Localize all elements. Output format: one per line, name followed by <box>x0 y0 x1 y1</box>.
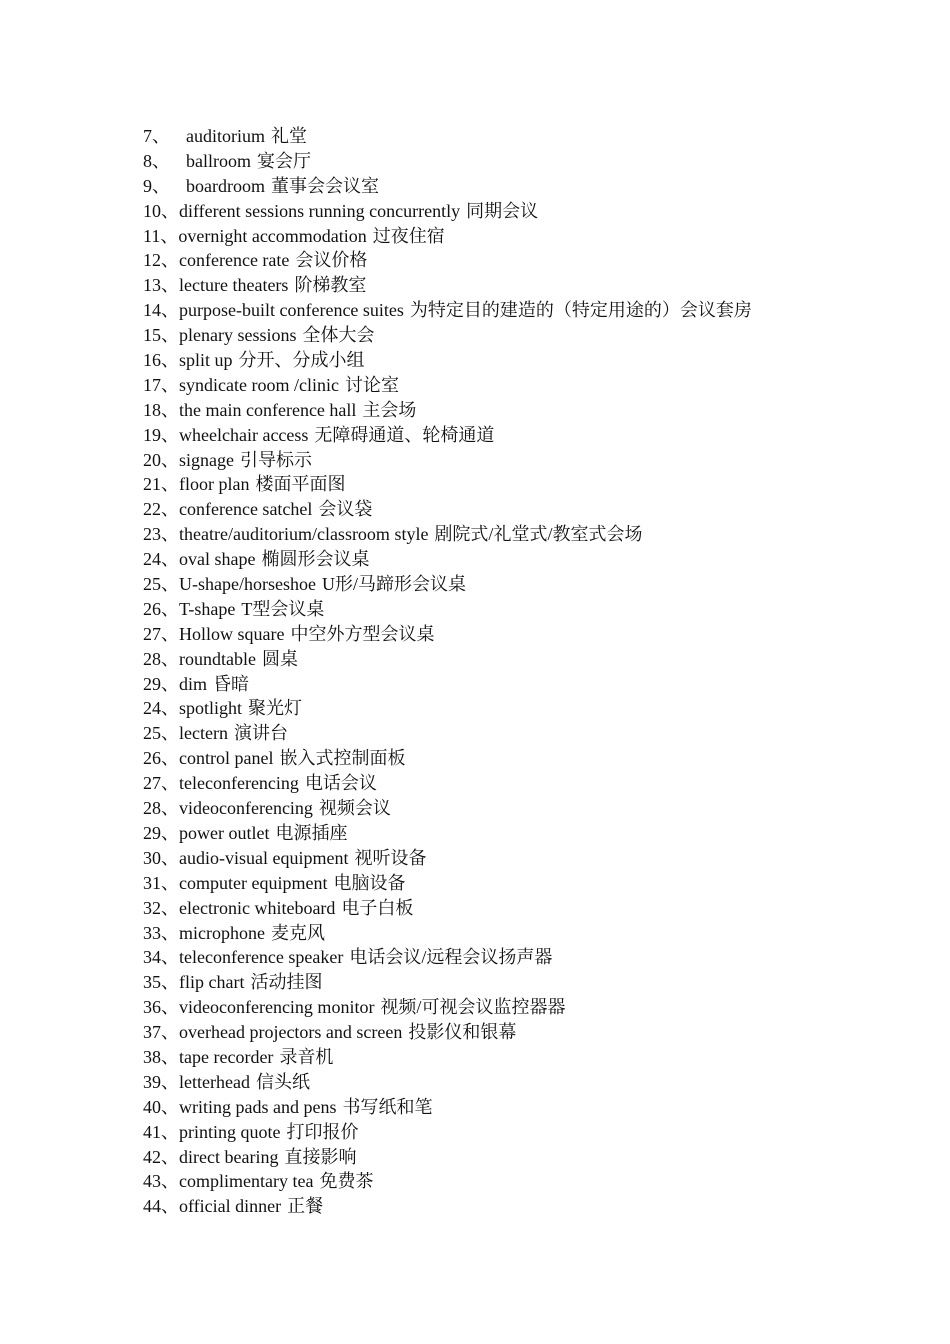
english-term: electronic whiteboard <box>179 897 336 918</box>
chinese-translation: 椭圆形会议桌 <box>261 549 370 570</box>
chinese-translation: T型会议桌 <box>241 598 325 619</box>
chinese-translation: 电话会议/远程会议扬声器 <box>349 947 553 968</box>
chinese-translation: 电话会议 <box>304 773 377 794</box>
list-item <box>143 348 752 373</box>
entry-number: 9 <box>143 175 152 196</box>
entry-number: 7 <box>143 126 152 146</box>
english-term: direct bearing <box>179 1146 279 1167</box>
entry-number: 28 <box>143 798 161 819</box>
entry-number: 23 <box>143 524 161 545</box>
entry-number: 11 <box>143 225 161 246</box>
entry-separator: 、 <box>161 623 179 644</box>
entry-separator: 、 <box>152 150 170 171</box>
list-item <box>143 174 752 199</box>
list-item <box>143 921 752 946</box>
list-item <box>143 647 752 672</box>
entry-number: 35 <box>143 972 161 993</box>
english-term: T-shape <box>179 598 236 619</box>
english-term: flip chart <box>179 972 245 993</box>
english-term: U-shape/horseshoe <box>179 574 316 595</box>
chinese-translation: 分开、分成小组 <box>238 350 365 371</box>
chinese-translation: 电子白板 <box>341 897 414 918</box>
list-item <box>143 622 752 647</box>
english-term: complimentary tea <box>179 1171 314 1192</box>
entry-separator: 、 <box>161 723 179 744</box>
chinese-translation: 中空外方型会议桌 <box>290 623 435 644</box>
english-term: auditorium <box>186 126 265 146</box>
entry-separator: 、 <box>161 872 179 893</box>
entry-separator: 、 <box>161 549 179 570</box>
english-term: teleconference speaker <box>179 947 344 968</box>
entry-number: 41 <box>143 1121 161 1142</box>
list-item <box>143 1120 752 1145</box>
list-item <box>143 448 752 473</box>
list-item <box>143 423 752 448</box>
list-item <box>143 149 752 174</box>
entry-separator: 、 <box>161 1022 179 1043</box>
english-term: letterhead <box>179 1071 250 1092</box>
list-item <box>143 1045 752 1070</box>
chinese-translation: 直接影响 <box>284 1146 357 1167</box>
english-term: split up <box>179 350 233 371</box>
entry-separator: 、 <box>161 1146 179 1167</box>
list-item <box>143 871 752 896</box>
english-term: roundtable <box>179 648 256 669</box>
english-term: floor plan <box>179 474 250 495</box>
list-item <box>143 1194 752 1219</box>
entry-separator: 、 <box>161 574 179 595</box>
entry-separator: 、 <box>161 399 179 420</box>
chinese-translation: 录音机 <box>279 1046 334 1067</box>
entry-number: 14 <box>143 300 161 321</box>
english-term: videoconferencing monitor <box>179 997 375 1018</box>
english-term: plenary sessions <box>179 325 297 346</box>
entry-number: 27 <box>143 623 161 644</box>
entry-separator: 、 <box>161 648 179 669</box>
chinese-translation: 活动挂图 <box>250 972 323 993</box>
entry-number: 29 <box>143 673 161 694</box>
english-term: syndicate room /clinic <box>179 374 339 395</box>
english-term: audio-visual equipment <box>179 847 349 868</box>
entry-separator: 、 <box>161 997 179 1018</box>
english-term: theatre/auditorium/classroom style <box>179 524 429 545</box>
list-item <box>143 771 752 796</box>
entry-separator: 、 <box>161 673 179 694</box>
list-item <box>143 846 752 871</box>
chinese-translation: 过夜住宿 <box>372 225 445 246</box>
entry-separator: 、 <box>161 698 179 719</box>
entry-number: 24 <box>143 549 161 570</box>
entry-number: 37 <box>143 1022 161 1043</box>
chinese-translation: 视听设备 <box>354 847 427 868</box>
list-item <box>143 1020 752 1045</box>
english-term: different sessions running concurrently <box>179 200 461 221</box>
entry-number: 26 <box>143 598 161 619</box>
entry-number: 26 <box>143 748 161 769</box>
entry-separator: 、 <box>161 922 179 943</box>
english-term: printing quote <box>179 1121 281 1142</box>
list-item <box>143 124 752 149</box>
english-term: lecture theaters <box>179 275 289 296</box>
chinese-translation: 投影仪和银幕 <box>408 1022 517 1043</box>
entry-number: 28 <box>143 648 161 669</box>
chinese-translation: 会议价格 <box>295 250 368 271</box>
entry-separator: 、 <box>161 798 179 819</box>
entry-number: 12 <box>143 250 161 271</box>
chinese-translation: 主会场 <box>362 399 417 420</box>
entry-separator: 、 <box>161 325 179 346</box>
english-term: signage <box>179 449 234 470</box>
entry-separator: 、 <box>161 972 179 993</box>
english-term: lectern <box>179 723 228 744</box>
entry-number: 40 <box>143 1096 161 1117</box>
chinese-translation: 电源插座 <box>275 822 348 843</box>
list-item <box>143 1070 752 1095</box>
english-term: purpose-built conference suites <box>179 300 404 321</box>
entry-separator: 、 <box>161 200 179 221</box>
list-item <box>143 1169 752 1194</box>
chinese-translation: 礼堂 <box>271 126 307 146</box>
list-item <box>143 821 752 846</box>
english-term: teleconferencing <box>179 773 299 794</box>
chinese-translation: 宴会厅 <box>257 150 311 171</box>
entry-number: 32 <box>143 897 161 918</box>
entry-number: 44 <box>143 1196 161 1217</box>
entry-separator: 、 <box>161 449 179 470</box>
list-item <box>143 896 752 921</box>
english-term: wheelchair access <box>179 424 309 445</box>
english-term: Hollow square <box>179 623 285 644</box>
chinese-translation: 视频会议 <box>318 798 391 819</box>
list-item <box>143 721 752 746</box>
entry-number: 8 <box>143 150 152 171</box>
entry-separator: 、 <box>161 524 179 545</box>
entry-separator: 、 <box>161 474 179 495</box>
entry-number: 15 <box>143 325 161 346</box>
chinese-translation: 剧院式/礼堂式/教室式会场 <box>434 524 643 545</box>
entry-separator: 、 <box>152 126 170 146</box>
entry-number: 20 <box>143 449 161 470</box>
entry-number: 18 <box>143 399 161 420</box>
entry-separator: 、 <box>161 822 179 843</box>
entry-separator: 、 <box>161 1171 179 1192</box>
chinese-translation: 信头纸 <box>255 1071 310 1092</box>
entry-number: 17 <box>143 374 161 395</box>
list-item <box>143 298 752 323</box>
entry-separator: 、 <box>161 1071 179 1092</box>
english-term: oval shape <box>179 549 256 570</box>
english-term: control panel <box>179 748 274 769</box>
entry-number: 30 <box>143 847 161 868</box>
chinese-translation: 打印报价 <box>286 1121 359 1142</box>
entry-separator: 、 <box>161 1046 179 1067</box>
chinese-translation: 同期会议 <box>466 200 539 221</box>
entry-number: 31 <box>143 872 161 893</box>
chinese-translation: 无障碍通道、轮椅通道 <box>314 424 495 445</box>
entry-number: 25 <box>143 723 161 744</box>
list-item <box>143 796 752 821</box>
english-term: computer equipment <box>179 872 328 893</box>
entry-number: 16 <box>143 350 161 371</box>
list-item <box>143 398 752 423</box>
list-item <box>143 472 752 497</box>
chinese-translation: 楼面平面图 <box>255 474 346 495</box>
chinese-translation: 引导标示 <box>239 449 312 470</box>
entry-number: 38 <box>143 1046 161 1067</box>
entry-separator: 、 <box>161 374 179 395</box>
english-term: dim <box>179 673 208 694</box>
entry-separator: 、 <box>161 847 179 868</box>
list-item <box>143 945 752 970</box>
chinese-translation: 免费茶 <box>319 1171 374 1192</box>
chinese-translation: 全体大会 <box>302 325 375 346</box>
english-term: writing pads and pens <box>179 1096 337 1117</box>
list-item <box>143 696 752 721</box>
entry-separator: 、 <box>161 947 179 968</box>
entry-number: 25 <box>143 574 161 595</box>
entry-number: 24 <box>143 698 161 719</box>
english-term: official dinner <box>179 1196 282 1217</box>
entry-number: 13 <box>143 275 161 296</box>
list-item <box>143 497 752 522</box>
english-term: conference satchel <box>179 499 313 520</box>
list-item <box>143 746 752 771</box>
chinese-translation: 昏暗 <box>213 673 250 694</box>
chinese-translation: U形/马蹄形会议桌 <box>321 574 466 595</box>
entry-separator: 、 <box>161 275 179 296</box>
english-term: microphone <box>179 922 265 943</box>
english-term: ballroom <box>186 150 251 171</box>
entry-separator: 、 <box>152 175 170 196</box>
english-term: spotlight <box>179 698 243 719</box>
entry-separator: 、 <box>161 748 179 769</box>
chinese-translation: 嵌入式控制面板 <box>279 748 406 769</box>
entry-separator: 、 <box>161 897 179 918</box>
english-term: power outlet <box>179 822 270 843</box>
list-item <box>143 1095 752 1120</box>
entry-number: 33 <box>143 922 161 943</box>
english-term: conference rate <box>179 250 290 271</box>
entry-number: 29 <box>143 822 161 843</box>
list-item <box>143 199 752 224</box>
entry-separator: 、 <box>161 773 179 794</box>
list-item <box>143 273 752 298</box>
list-item <box>143 522 752 547</box>
list-item <box>143 597 752 622</box>
chinese-translation: 董事会会议室 <box>270 175 379 196</box>
entry-separator: 、 <box>160 225 179 246</box>
entry-separator: 、 <box>161 499 179 520</box>
entry-number: 39 <box>143 1071 161 1092</box>
chinese-translation: 圆桌 <box>261 648 298 669</box>
entry-number: 10 <box>143 200 161 221</box>
list-item <box>143 1145 752 1170</box>
list-item <box>143 248 752 273</box>
entry-separator: 、 <box>161 250 179 271</box>
entry-number: 19 <box>143 424 161 445</box>
english-term: boardroom <box>186 175 265 196</box>
list-item <box>143 323 752 348</box>
list-item <box>143 547 752 572</box>
chinese-translation: 正餐 <box>287 1196 324 1217</box>
chinese-translation: 电脑设备 <box>333 872 406 893</box>
entry-separator: 、 <box>161 350 179 371</box>
entry-number: 36 <box>143 997 161 1018</box>
english-term: the main conference hall <box>179 399 357 420</box>
entry-number: 34 <box>143 947 161 968</box>
chinese-translation: 讨论室 <box>344 374 399 395</box>
list-item <box>143 224 752 249</box>
chinese-translation: 演讲台 <box>233 723 288 744</box>
entry-separator: 、 <box>161 598 179 619</box>
entry-separator: 、 <box>161 1196 179 1217</box>
entry-number: 27 <box>143 773 161 794</box>
entry-number: 22 <box>143 499 161 520</box>
vocabulary-list <box>143 124 752 1219</box>
entry-number: 42 <box>143 1146 161 1167</box>
english-term: videoconferencing <box>179 798 313 819</box>
list-item <box>143 373 752 398</box>
entry-separator: 、 <box>161 1096 179 1117</box>
english-term: overnight accommodation <box>178 225 367 246</box>
entry-number: 43 <box>143 1171 161 1192</box>
entry-separator: 、 <box>161 424 179 445</box>
list-item <box>143 572 752 597</box>
entry-separator: 、 <box>161 1121 179 1142</box>
chinese-translation: 会议袋 <box>318 499 373 520</box>
chinese-translation: 聚光灯 <box>248 698 303 719</box>
list-item <box>143 672 752 697</box>
english-term: tape recorder <box>179 1046 274 1067</box>
entry-number: 21 <box>143 474 161 495</box>
english-term: overhead projectors and screen <box>179 1022 403 1043</box>
chinese-translation: 为特定目的建造的（特定用途的）会议套房 <box>409 300 752 321</box>
chinese-translation: 阶梯教室 <box>294 275 367 296</box>
list-item <box>143 995 752 1020</box>
chinese-translation: 书写纸和笔 <box>342 1096 433 1117</box>
entry-separator: 、 <box>161 300 179 321</box>
chinese-translation: 视频/可视会议监控器器 <box>380 997 566 1018</box>
list-item <box>143 970 752 995</box>
chinese-translation: 麦克风 <box>270 922 325 943</box>
